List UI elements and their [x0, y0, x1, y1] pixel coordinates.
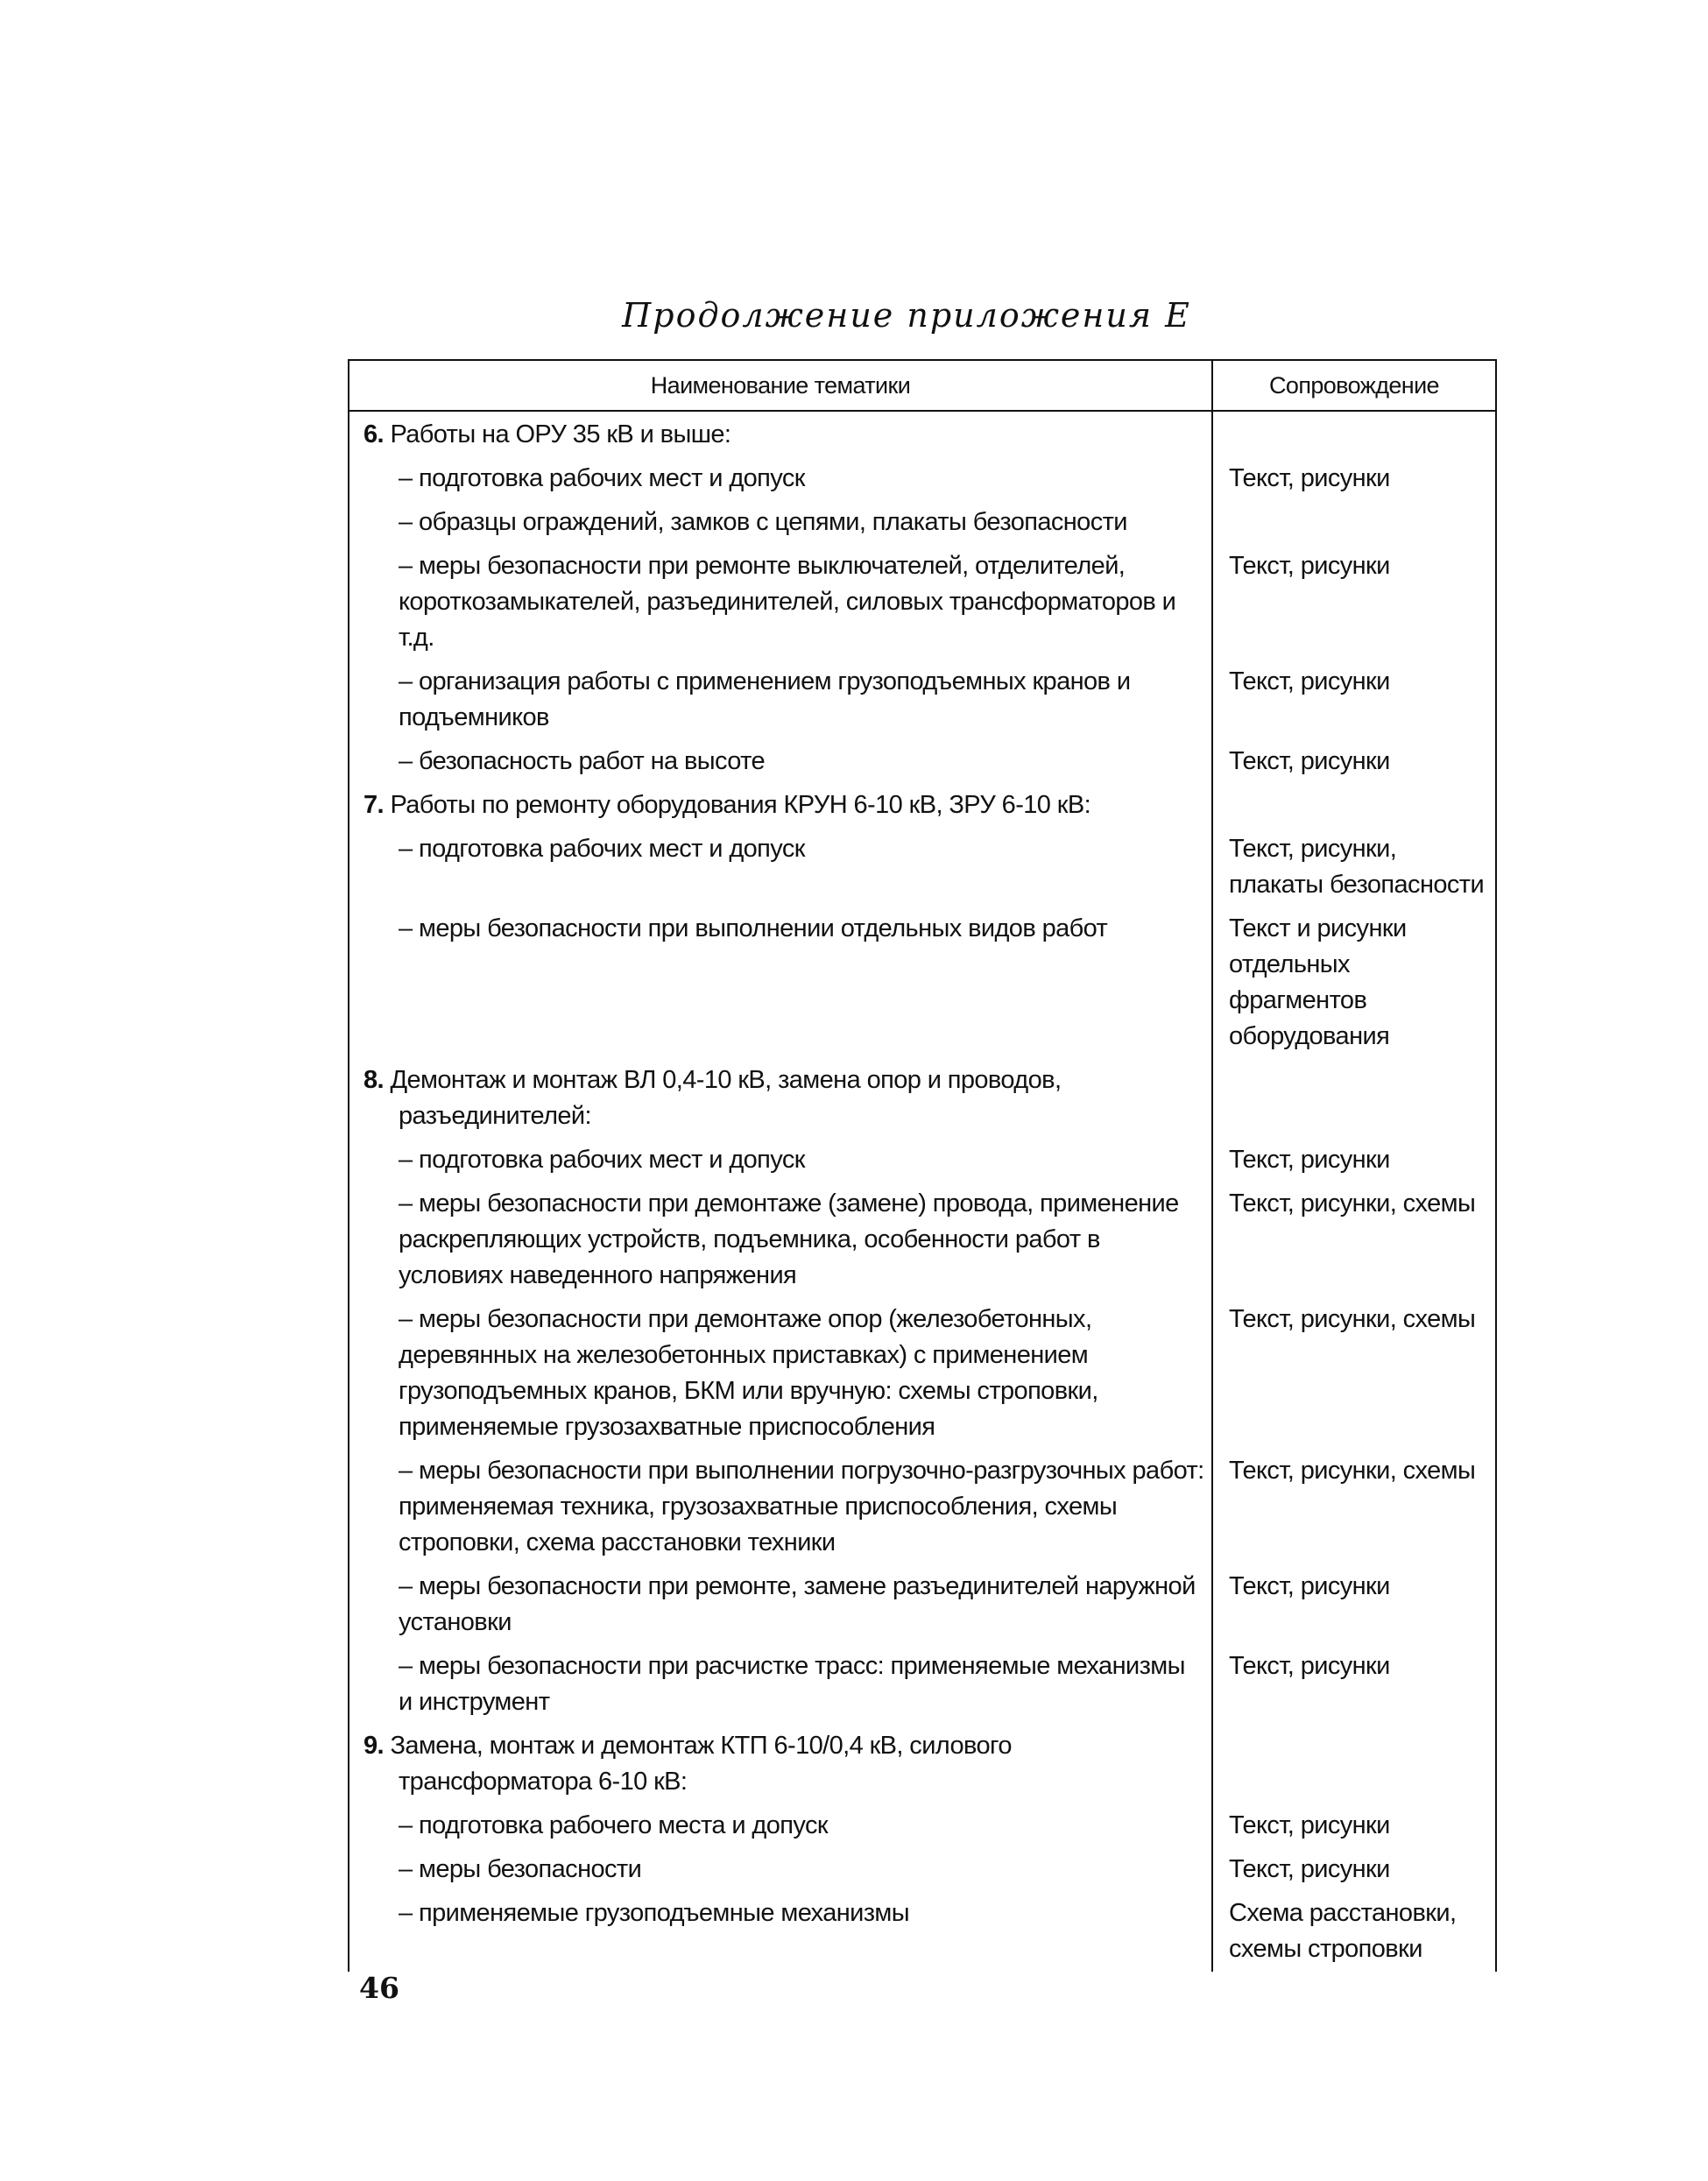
topic-cell: – меры безопасности при ремонте, замене разъединителей наружной установки	[349, 1565, 1212, 1645]
accompaniment-cell: Текст, рисунки	[1212, 1565, 1496, 1645]
table-row	[349, 1565, 1496, 1645]
accompaniment-cell: Схема расстановки, схемы строповки	[1212, 1892, 1496, 1972]
table-row	[349, 1450, 1496, 1565]
section-number: 7.	[363, 791, 384, 819]
topic-cell: – подготовка рабочих мест и допуск	[349, 828, 1212, 907]
topic-cell: – меры безопасности при демонтаже опор (железобетонных, деревянных на железобетонных приставках) с применением грузоподъемных кранов, БКМ или вручную: схемы строповки, применяемые грузозахватные приспособления	[349, 1298, 1212, 1450]
section-title: Замена, монтаж и демонтаж КТП 6-10/0,4 кВ, силового трансформатора 6-10 кВ:	[390, 1732, 1012, 1796]
accompaniment-cell: Текст, рисунки	[1212, 1804, 1496, 1848]
topic-cell: – подготовка рабочих мест и допуск	[349, 1139, 1212, 1182]
accompaniment-cell: Текст, рисунки	[1212, 457, 1496, 501]
page-number: 46	[359, 1971, 399, 2005]
accompaniment-cell	[1212, 784, 1496, 828]
table-row	[349, 1298, 1496, 1450]
table-row	[349, 1139, 1496, 1182]
table-row	[349, 1645, 1496, 1725]
accompaniment-cell	[1212, 501, 1496, 545]
topic-cell: – меры безопасности при выполнении погрузочно-разгрузочных работ: применяемая техника, грузозахватные приспособления, схемы строповки, схема расстановки техники	[349, 1450, 1212, 1565]
topic-cell: – меры безопасности при расчистке трасс: применяемые механизмы и инструмент	[349, 1645, 1212, 1725]
topic-cell: – меры безопасности	[349, 1848, 1212, 1892]
accompaniment-cell	[1212, 1059, 1496, 1139]
topic-cell: – меры безопасности при демонтаже (замене) провода, применение раскрепляющих устройств, подъемника, особенности работ в условиях наведенного напряжения	[349, 1182, 1212, 1298]
accompaniment-cell: Текст и рисунки отдельных фрагментов оборудования	[1212, 907, 1496, 1059]
table-row	[349, 501, 1496, 545]
accompaniment-cell: Текст, рисунки, схемы	[1212, 1298, 1496, 1450]
accompaniment-cell: Текст, рисунки, схемы	[1212, 1450, 1496, 1565]
table-row	[349, 740, 1496, 784]
accompaniment-cell	[1212, 1725, 1496, 1804]
topics-table	[348, 359, 1497, 1972]
section-title-cell	[349, 411, 1212, 457]
table-row	[349, 1848, 1496, 1892]
table-row	[349, 1892, 1496, 1972]
accompaniment-cell: Текст, рисунки	[1212, 660, 1496, 740]
section-title-cell	[349, 1059, 1212, 1139]
table-row	[349, 545, 1496, 660]
section-number: 8.	[363, 1066, 384, 1094]
section-title-cell	[349, 1725, 1212, 1804]
table-header-row	[349, 360, 1496, 411]
accompaniment-cell: Текст, рисунки	[1212, 1848, 1496, 1892]
topic-cell: – организация работы с применением грузоподъемных кранов и подъемников	[349, 660, 1212, 740]
section-row	[349, 784, 1496, 828]
table-row	[349, 457, 1496, 501]
accompaniment-cell: Текст, рисунки	[1212, 545, 1496, 660]
table-row	[349, 660, 1496, 740]
table-row	[349, 828, 1496, 907]
accompaniment-cell: Текст, рисунки, плакаты безопасности	[1212, 828, 1496, 907]
topic-cell: – безопасность работ на высоте	[349, 740, 1212, 784]
accompaniment-cell: Текст, рисунки	[1212, 1139, 1496, 1182]
page-title: Продолжение приложения Е	[622, 296, 1191, 335]
topic-cell: – подготовка рабочего места и допуск	[349, 1804, 1212, 1848]
table-row	[349, 1182, 1496, 1298]
section-number: 6.	[363, 420, 384, 448]
topic-cell: – меры безопасности при ремонте выключателей, отделителей, короткозамыкателей, разъединителей, силовых трансформаторов и т.д.	[349, 545, 1212, 660]
section-title: Работы по ремонту оборудования КРУН 6-10 кВ, ЗРУ 6-10 кВ:	[390, 791, 1091, 819]
section-row	[349, 1725, 1496, 1804]
topic-cell: – подготовка рабочих мест и допуск	[349, 457, 1212, 501]
section-row	[349, 1059, 1496, 1139]
accompaniment-cell	[1212, 411, 1496, 457]
table-body	[349, 411, 1496, 1972]
table-row	[349, 1804, 1496, 1848]
accompaniment-cell: Текст, рисунки	[1212, 740, 1496, 784]
header-accompaniment: Сопровождение	[1212, 360, 1496, 411]
accompaniment-cell: Текст, рисунки	[1212, 1645, 1496, 1725]
topic-cell: – образцы ограждений, замков с цепями, плакаты безопасности	[349, 501, 1212, 545]
section-row	[349, 411, 1496, 457]
section-title-cell	[349, 784, 1212, 828]
table-row	[349, 907, 1496, 1059]
section-title: Работы на ОРУ 35 кВ и выше:	[390, 420, 731, 448]
topic-cell: – меры безопасности при выполнении отдельных видов работ	[349, 907, 1212, 1059]
header-topic-name: Наименование тематики	[349, 360, 1212, 411]
accompaniment-cell: Текст, рисунки, схемы	[1212, 1182, 1496, 1298]
section-title: Демонтаж и монтаж ВЛ 0,4-10 кВ, замена опор и проводов, разъединителей:	[390, 1066, 1062, 1130]
section-number: 9.	[363, 1732, 384, 1760]
topic-cell: – применяемые грузоподъемные механизмы	[349, 1892, 1212, 1972]
